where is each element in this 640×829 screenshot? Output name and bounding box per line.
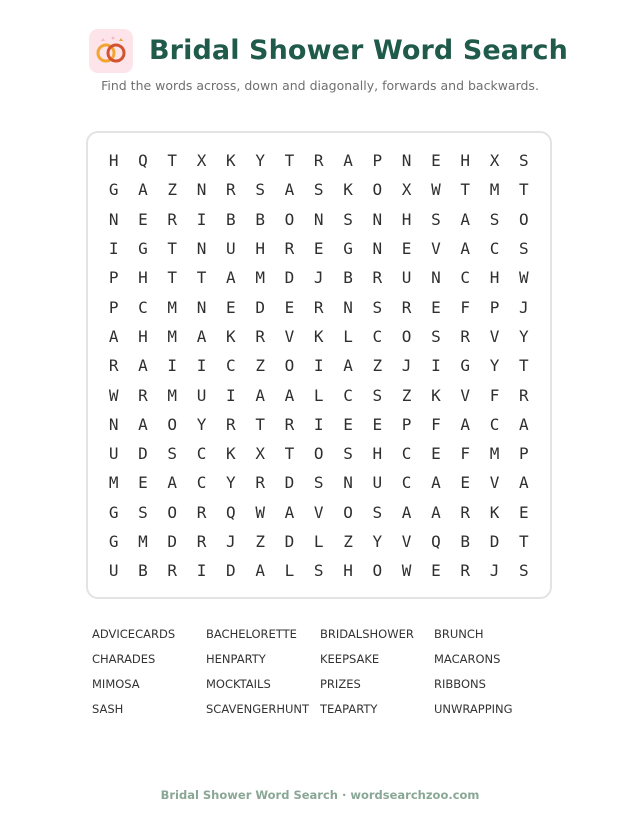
grid-cell: A	[138, 180, 148, 200]
grid-cell: D	[489, 532, 500, 551]
grid-cell: K	[226, 326, 236, 346]
grid-cell: J	[313, 268, 324, 288]
grid-cell: M	[489, 180, 500, 200]
grid-cell: I	[167, 356, 178, 376]
grid-cell: I	[108, 239, 119, 259]
grid-cell: N	[108, 209, 119, 229]
grid-cell: P	[489, 297, 500, 317]
grid-cell: R	[255, 326, 265, 346]
grid-cell: N	[108, 414, 119, 434]
grid-cell: M	[255, 268, 265, 288]
grid-cell: E	[226, 297, 236, 317]
grid-cell: C	[226, 356, 236, 376]
grid-cell: D	[284, 268, 295, 288]
grid-cell: N	[431, 268, 441, 288]
grid-cell: R	[196, 502, 207, 522]
grid-cell: E	[431, 151, 441, 171]
grid-cell: A	[460, 209, 471, 229]
word-list-item: MOCKTAILS	[206, 677, 271, 691]
grid-cell: O	[167, 502, 178, 522]
grid-cell: C	[343, 385, 353, 405]
grid-cell: Z	[343, 532, 353, 551]
grid-cell: A	[284, 180, 295, 200]
grid-cell: H	[138, 326, 148, 346]
grid-cell: V	[460, 385, 471, 405]
grid-cell: P	[108, 268, 119, 288]
grid-cell: H	[489, 268, 500, 288]
grid-cell: A	[138, 414, 148, 434]
grid-cell: A	[343, 151, 353, 171]
word-list-item: ADVICECARDS	[92, 627, 176, 641]
grid-cell: R	[518, 385, 529, 405]
grid-cell: U	[401, 268, 412, 288]
grid-cell: T	[196, 268, 207, 288]
grid-cell: I	[196, 356, 207, 376]
grid-cell: Z	[401, 385, 412, 405]
grid-cell: W	[108, 385, 119, 405]
grid-cell: A	[284, 502, 295, 522]
grid-cell: T	[284, 151, 295, 171]
grid-cell: A	[431, 502, 441, 522]
wedding-rings-icon	[89, 29, 133, 73]
grid-cell: W	[518, 268, 529, 288]
grid-cell: V	[489, 326, 500, 346]
grid-cell: C	[196, 444, 207, 464]
grid-cell: T	[167, 239, 178, 259]
grid-cell: V	[431, 239, 441, 259]
grid-cell: U	[108, 444, 119, 464]
grid-cell: A	[401, 502, 412, 522]
word-list-item: HENPARTY	[206, 652, 266, 666]
grid-cell: N	[196, 297, 207, 317]
grid-cell: S	[431, 209, 441, 229]
grid-cell: L	[343, 326, 353, 346]
grid-cell: H	[138, 268, 148, 288]
grid-cell: F	[431, 414, 441, 434]
grid-cell: Y	[255, 151, 265, 171]
grid-cell: O	[372, 561, 383, 581]
grid-cell: N	[313, 209, 324, 229]
grid-cell: Y	[518, 326, 529, 346]
grid-cell: S	[372, 502, 383, 522]
grid-cell: J	[226, 532, 236, 551]
grid-cell: U	[226, 239, 236, 259]
grid-cell: X	[196, 151, 207, 171]
grid-cell: R	[401, 297, 412, 317]
grid-cell: E	[138, 473, 148, 493]
grid-cell: F	[489, 385, 500, 405]
grid-cell: C	[489, 239, 500, 259]
grid-cell: G	[138, 239, 148, 259]
grid-cell: T	[167, 268, 178, 288]
grid-cell: R	[167, 561, 178, 581]
word-list-item: PRIZES	[320, 677, 361, 691]
grid-cell: D	[138, 444, 148, 464]
grid-cell: P	[108, 297, 119, 317]
grid-cell: R	[284, 239, 295, 259]
grid-cell: K	[226, 444, 236, 464]
grid-cell: M	[489, 444, 500, 464]
grid-cell: H	[460, 151, 471, 171]
grid-cell: A	[460, 239, 471, 259]
grid-cell: K	[226, 151, 236, 171]
grid-cell: G	[108, 502, 119, 522]
grid-cell: A	[518, 414, 529, 434]
grid-cell: T	[518, 356, 529, 376]
grid-cell: N	[343, 297, 353, 317]
grid-cell: A	[167, 473, 178, 493]
grid-cell: O	[343, 502, 353, 522]
grid-cell: O	[372, 180, 383, 200]
word-list-item: TEAPARTY	[320, 702, 378, 716]
grid-cell: W	[255, 502, 265, 522]
grid-cell: J	[518, 297, 529, 317]
grid-cell: O	[518, 209, 529, 229]
grid-cell: X	[401, 180, 412, 200]
grid-cell: G	[460, 356, 471, 376]
grid-cell: S	[313, 473, 324, 493]
word-list-item: UNWRAPPING	[434, 702, 513, 716]
grid-cell: Z	[167, 180, 178, 200]
word-list-item: RIBBONS	[434, 677, 486, 691]
grid-cell: D	[226, 561, 236, 581]
grid-cell: L	[313, 385, 324, 405]
grid-cell: H	[343, 561, 353, 581]
footer: Bridal Shower Word Search · wordsearchzoo.com	[160, 788, 480, 802]
grid-cell: E	[431, 297, 441, 317]
grid-cell: N	[372, 209, 383, 229]
grid-cell: Q	[431, 532, 441, 551]
grid-cell: T	[518, 180, 529, 200]
grid-cell: X	[255, 444, 265, 464]
grid-cell: E	[313, 239, 324, 259]
grid-cell: V	[401, 532, 412, 551]
grid-cell: E	[518, 502, 529, 522]
grid-cell: R	[226, 414, 236, 434]
grid-cell: J	[401, 356, 412, 376]
grid-cell: R	[196, 532, 207, 551]
grid-cell: G	[108, 180, 119, 200]
word-list-item: BRUNCH	[434, 627, 484, 641]
grid-cell: T	[255, 414, 265, 434]
grid-cell: S	[138, 502, 148, 522]
grid-cell: F	[460, 297, 471, 317]
word-list-item: BRIDALSHOWER	[320, 627, 414, 641]
grid-cell: M	[167, 385, 178, 405]
grid-cell: S	[343, 444, 353, 464]
grid-cell: R	[313, 151, 324, 171]
grid-cell: N	[196, 180, 207, 200]
word-list-item: MIMOSA	[92, 677, 140, 691]
grid-cell: O	[401, 326, 412, 346]
grid-cell: R	[167, 209, 178, 229]
grid-cell: U	[108, 561, 119, 581]
grid-cell: U	[372, 473, 383, 493]
grid-cell: S	[343, 209, 353, 229]
grid-cell: A	[255, 385, 265, 405]
grid-cell: C	[460, 268, 471, 288]
grid-cell: B	[460, 532, 471, 551]
instructions: Find the words across, down and diagonally, forwards and backwards.	[101, 78, 539, 93]
grid-cell: H	[372, 444, 383, 464]
grid-cell: E	[431, 561, 441, 581]
grid-cell: S	[167, 444, 178, 464]
grid-cell: G	[108, 532, 119, 551]
grid-cell: K	[343, 180, 353, 200]
grid-cell: U	[196, 385, 207, 405]
grid-cell: Z	[372, 356, 383, 376]
word-list-item: MACARONS	[434, 652, 501, 666]
grid-cell: M	[167, 326, 178, 346]
grid-cell: L	[313, 532, 324, 551]
grid-cell: N	[343, 473, 353, 493]
grid-cell: N	[401, 151, 412, 171]
grid-cell: M	[138, 532, 148, 551]
grid-cell: I	[196, 209, 207, 229]
grid-cell: R	[460, 502, 471, 522]
word-list-item: SCAVENGERHUNT	[206, 702, 310, 716]
grid-cell: K	[489, 502, 500, 522]
grid-cell: K	[431, 385, 441, 405]
grid-cell: B	[343, 268, 353, 288]
grid-cell: Q	[226, 502, 236, 522]
grid-cell: G	[343, 239, 353, 259]
word-list-item: SASH	[92, 702, 124, 716]
grid-cell: A	[284, 385, 295, 405]
grid-cell: S	[255, 180, 265, 200]
grid-cell: H	[401, 209, 412, 229]
grid-cell: I	[226, 385, 236, 405]
grid-cell: E	[401, 239, 412, 259]
grid-cell: A	[226, 268, 236, 288]
grid-cell: P	[372, 151, 383, 171]
grid-cell: O	[313, 444, 324, 464]
grid-cell: Y	[226, 473, 236, 493]
grid-cell: S	[372, 297, 383, 317]
word-list-item: KEEPSAKE	[320, 652, 380, 666]
grid-cell: C	[196, 473, 207, 493]
grid-cell: E	[372, 414, 383, 434]
grid-cell: S	[518, 561, 529, 581]
grid-cell: I	[196, 561, 207, 581]
grid-cell: A	[431, 473, 441, 493]
grid-cell: I	[313, 414, 324, 434]
word-list-item: BACHELORETTE	[206, 627, 297, 641]
grid-cell: S	[489, 209, 500, 229]
grid-cell: B	[226, 209, 236, 229]
grid-cell: A	[255, 561, 265, 581]
grid-cell: E	[431, 444, 441, 464]
grid-cell: E	[138, 209, 148, 229]
grid-cell: C	[401, 473, 412, 493]
grid-cell: R	[313, 297, 324, 317]
grid-cell: N	[372, 239, 383, 259]
grid-cell: T	[460, 180, 471, 200]
grid-cell: A	[518, 473, 529, 493]
grid-cell: M	[167, 297, 178, 317]
grid-cell: C	[372, 326, 383, 346]
grid-cell: E	[343, 414, 353, 434]
grid-cell: J	[489, 561, 500, 581]
grid-cell: Y	[196, 414, 207, 434]
grid-cell: E	[284, 297, 295, 317]
grid-cell: A	[460, 414, 471, 434]
grid-cell: S	[313, 561, 324, 581]
word-list-item: CHARADES	[92, 652, 156, 666]
grid-cell: A	[343, 356, 353, 376]
grid-cell: R	[460, 326, 471, 346]
grid-cell: O	[167, 414, 178, 434]
grid-cell: D	[255, 297, 265, 317]
grid-cell: D	[167, 532, 178, 551]
grid-cell: Y	[372, 532, 383, 551]
grid-cell: H	[255, 239, 265, 259]
grid-cell: S	[518, 151, 529, 171]
header	[0, 29, 640, 75]
grid-cell: S	[372, 385, 383, 405]
grid-cell: P	[401, 414, 412, 434]
grid-cell: S	[431, 326, 441, 346]
grid-cell: O	[284, 356, 295, 376]
grid-cell: A	[108, 326, 119, 346]
grid-cell: L	[284, 561, 295, 581]
grid-cell: A	[138, 356, 148, 376]
grid-cell: T	[518, 532, 529, 551]
grid-cell: C	[401, 444, 412, 464]
grid-cell: I	[431, 356, 441, 376]
letter-grid	[99, 146, 538, 585]
page-title: Bridal Shower Word Search	[149, 35, 568, 66]
grid-cell: E	[460, 473, 471, 493]
grid-cell: Z	[255, 356, 265, 376]
grid-cell: W	[401, 561, 412, 581]
grid-cell: S	[518, 239, 529, 259]
grid-cell: T	[167, 151, 178, 171]
grid-cell: C	[489, 414, 500, 434]
grid-cell: B	[255, 209, 265, 229]
grid-cell: F	[460, 444, 471, 464]
grid-cell: S	[313, 180, 324, 200]
grid-cell: H	[108, 151, 119, 171]
grid-cell: O	[284, 209, 295, 229]
grid-cell: T	[284, 444, 295, 464]
grid-cell: K	[313, 326, 324, 346]
grid-cell: X	[489, 151, 500, 171]
grid-cell: D	[284, 473, 295, 493]
grid-cell: D	[284, 532, 295, 551]
grid-cell: A	[196, 326, 207, 346]
grid-cell: R	[372, 268, 383, 288]
grid-cell: Z	[255, 532, 265, 551]
grid-cell: W	[431, 180, 441, 200]
grid-cell: C	[138, 297, 148, 317]
grid-cell: R	[138, 385, 148, 405]
grid-cell: V	[489, 473, 500, 493]
grid-cell: R	[284, 414, 295, 434]
grid-cell: P	[518, 444, 529, 464]
grid-cell: Y	[489, 356, 500, 376]
grid-cell: I	[313, 356, 324, 376]
grid-cell: B	[138, 561, 148, 581]
grid-cell: Q	[138, 151, 148, 171]
grid-cell: R	[255, 473, 265, 493]
word-list	[92, 627, 548, 727]
grid-cell: R	[226, 180, 236, 200]
grid-cell: M	[108, 473, 119, 493]
grid-cell: R	[460, 561, 471, 581]
grid-cell: R	[108, 356, 119, 376]
grid-cell: V	[313, 502, 324, 522]
grid-cell: N	[196, 239, 207, 259]
grid-cell: V	[284, 326, 295, 346]
